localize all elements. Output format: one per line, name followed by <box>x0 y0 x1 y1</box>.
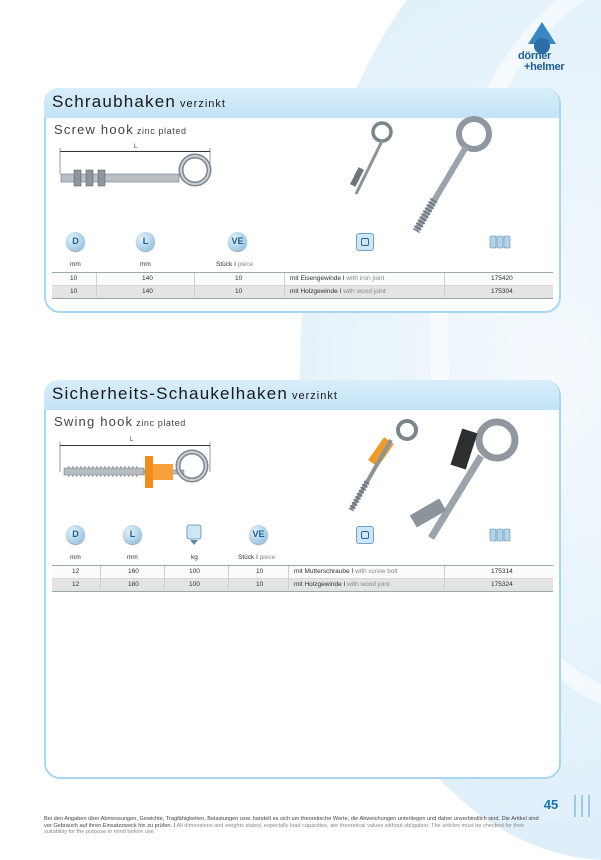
article-number-icon <box>489 233 511 249</box>
packing-unit-icon: VE <box>249 525 268 544</box>
length-icon: L <box>136 232 155 251</box>
logo-line2: +helmer <box>524 61 565 73</box>
cell-d: 10 <box>70 288 78 295</box>
column-divider <box>194 273 195 297</box>
units-row <box>46 554 559 563</box>
unit-d: mm <box>70 261 81 268</box>
cell-ve: 10 <box>256 581 264 588</box>
cell-article-number: 175324 <box>491 581 513 588</box>
column-divider <box>228 566 229 590</box>
column-divider <box>100 566 101 590</box>
table-row <box>52 273 553 286</box>
table-row <box>52 286 553 298</box>
packing-unit-icon: VE <box>228 232 247 251</box>
cell-d: 10 <box>70 275 78 282</box>
cell-article-number: 175420 <box>491 275 513 282</box>
application-icon <box>356 526 374 544</box>
footer-separator: I <box>172 822 177 829</box>
unit-kg: kg <box>191 554 198 561</box>
cell-d: 12 <box>72 581 80 588</box>
column-divider <box>444 273 445 297</box>
screw-hook-photo <box>316 116 536 238</box>
cell-description: mit Holzgewinde I with wood joint <box>294 581 390 588</box>
swing-hook-sketch <box>58 436 218 498</box>
cell-description: mit Eisengewinde I with iron joint <box>290 275 385 282</box>
column-divider <box>288 566 289 590</box>
table-row <box>52 579 553 591</box>
column-divider <box>284 273 285 297</box>
brand-logo <box>508 22 576 72</box>
screw-hook-drawing <box>58 144 218 200</box>
article-number-icon <box>489 526 511 542</box>
cell-description: mit Mutterschraube I with screw bolt <box>294 568 398 575</box>
product-table <box>52 565 553 592</box>
product-subtitle: Screw hook zinc plated <box>54 122 187 137</box>
title-bar <box>44 88 559 118</box>
title-bar <box>44 380 559 410</box>
cell-l: 140 <box>142 275 153 282</box>
page-number: 45 <box>535 789 567 821</box>
length-icon: L <box>123 525 142 544</box>
application-icon <box>356 233 374 251</box>
cell-d: 12 <box>72 568 80 575</box>
units-row <box>46 261 559 270</box>
page-marker-bars <box>572 795 596 817</box>
cell-article-number: 175304 <box>491 288 513 295</box>
diameter-icon: D <box>66 232 85 251</box>
logo-line1: dörner <box>518 50 552 62</box>
column-divider <box>96 273 97 297</box>
table-row <box>52 566 553 579</box>
unit-ve: Stück I piece <box>238 554 276 561</box>
cell-ve: 10 <box>235 288 243 295</box>
cell-ve: 10 <box>256 568 264 575</box>
product-panel-screw-hook <box>44 88 561 313</box>
cell-ve: 10 <box>235 275 243 282</box>
unit-l: mm <box>127 554 138 561</box>
footer-disclaimer <box>44 816 544 836</box>
cell-article-number: 175314 <box>491 568 513 575</box>
dimension-label: L <box>134 144 138 150</box>
footer-en: All dimensions and weights stated, especially load capacities, are theoretical values without obligation. The articles must be checked for their suitability for the purpose in mind before use. <box>44 822 525 836</box>
product-subtitle: Swing hook zinc plated <box>54 414 186 429</box>
swing-hook-drawing <box>58 436 218 498</box>
dimension-label: L <box>130 437 134 443</box>
diameter-icon: D <box>66 525 85 544</box>
screw-hook-sketch <box>58 144 218 200</box>
column-divider <box>444 566 445 590</box>
product-table <box>52 272 553 299</box>
cell-kg: 100 <box>189 581 200 588</box>
cell-l: 160 <box>128 568 139 575</box>
column-divider <box>164 566 165 590</box>
unit-ve: Stück I piece <box>216 261 254 268</box>
footer-de: Bei den Angaben über Abmessungen, Gewichte, Tragfähigkeiten, Belastungen usw. handelt es sich um theoretische Werte, die Abweichungen unterliegen und daher unverbindlich sind. Die Artikel sind vor Gebrauch auf ihren Einsatzzweck hin zu prüfen. <box>44 816 539 829</box>
product-panel-swing-hook <box>44 380 561 779</box>
product-title: Sicherheits-Schaukelhaken verzinkt <box>52 384 338 403</box>
cell-description: mit Holzgewinde I with wood joint <box>290 288 386 295</box>
product-title: Schraubhaken verzinkt <box>52 92 226 111</box>
cell-l: 140 <box>142 288 153 295</box>
unit-l: mm <box>140 261 151 268</box>
cell-kg: 100 <box>189 568 200 575</box>
unit-d: mm <box>70 554 81 561</box>
load-capacity-icon <box>184 524 204 546</box>
cell-l: 180 <box>128 581 139 588</box>
